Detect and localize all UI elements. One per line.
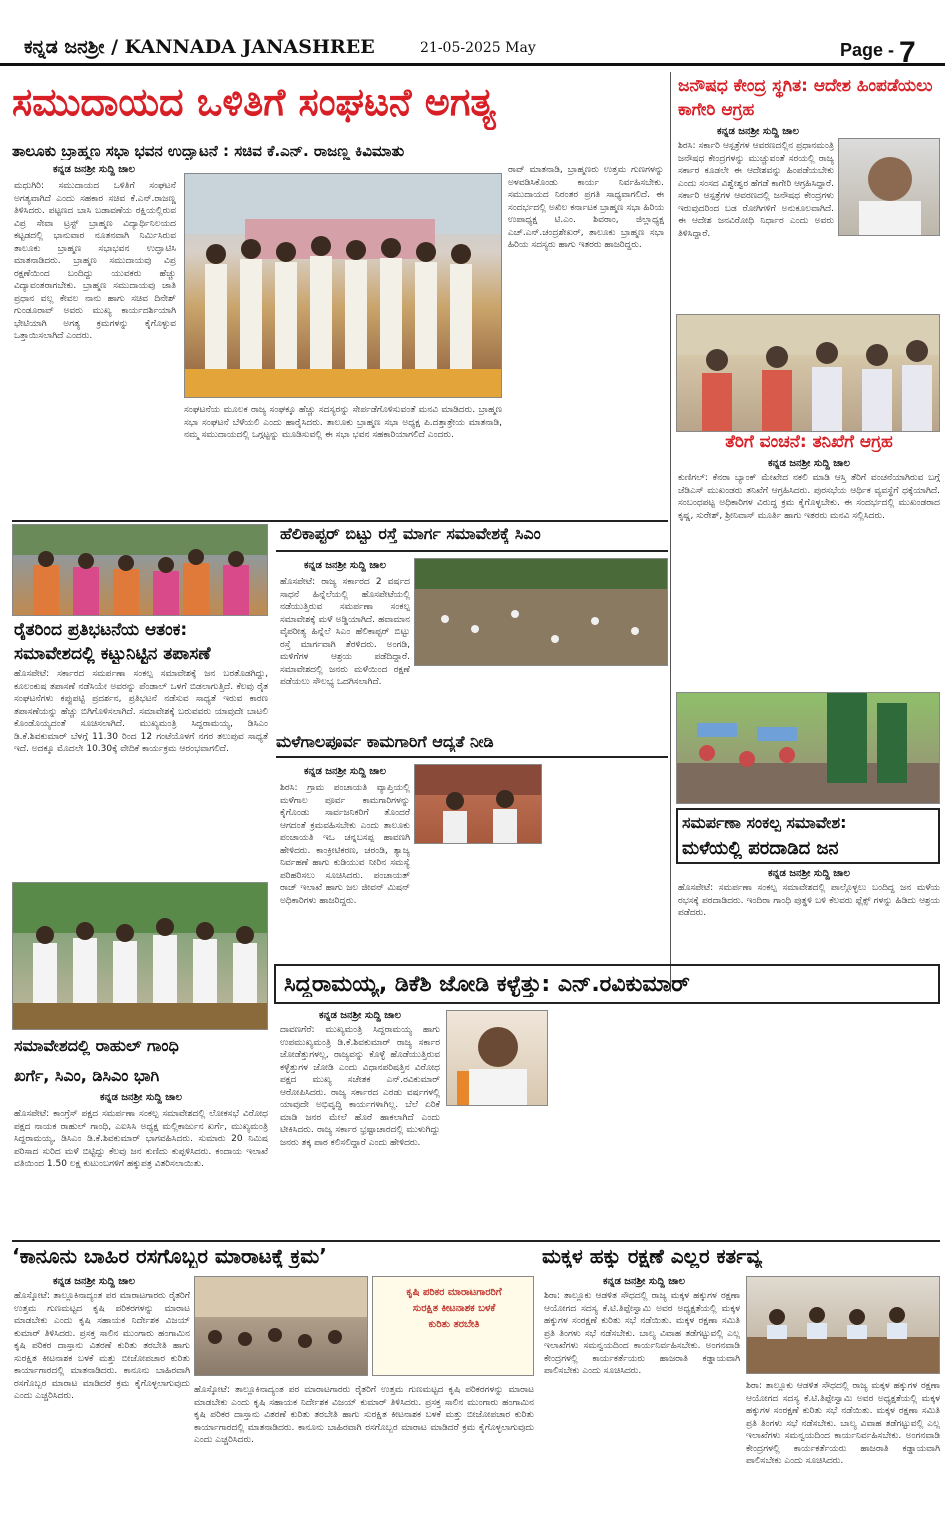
children-text-2: ಶಿರಾ: ತಾಲ್ಲೂಕು ಆಡಳಿತ ಸೌಧದಲ್ಲಿ ರಾಜ್ಯ ಮಕ್ಕಳ ಹಕ್ಕುಗಳ ರಕ್ಷಣಾ ಆಯೋಗದ ಸದಸ್ಯ ಕೆ.ಟಿ.ತಿಪ್ಪೇಸ್ವಾಮಿ ಅವರ ಅಧ್ಯಕ್ಷತೆಯಲ್ಲಿ ಮಕ್ಕಳ ಹಕ್ಕುಗಳ ಸಂರಕ್ಷಣೆ ಕುರಿತು ಸಭೆ ನಡೆಯಿತು. ಮಕ್ಕಳ ರಕ್ಷಣಾ ಸಮಿತಿ ಪ್ರತಿ ತಿಂಗಳು ಸಭೆ ನಡೆಸಬೇಕು. ಬಾಲ್ಯ ವಿವಾಹ ತಡೆಗಟ್ಟುವಲ್ಲಿ ಎಲ್ಲ ಇಲಾಖೆಗಳು ಸಮನ್ವಯದಿಂದ ಕಾರ್ಯನಿರ್ವಹಿಸಬೇಕು. ಅಂಗನವಾಡಿ ಕೇಂದ್ರಗಳಲ್ಲಿ ಕಾರ್ಯಕರ್ತೆಯರು ಹಾಜರಾತಿ ಕಡ್ಡಾಯವಾಗಿ ಪಾಲಿಸಬೇಕು ಎಂದು ಸೂಚಿಸಿದರು. — [746, 1381, 940, 1466]
page-number: 7 — [899, 36, 916, 69]
monsoon-byline: ಕನ್ನಡ ಜನಶ್ರೀ ಸುದ್ದಿ ಜಾಲ — [304, 766, 386, 777]
children-headline: ಮಕ್ಕಳ ಹಕ್ಕು ರಕ್ಷಣೆ ಎಲ್ಲರ ಕರ್ತವ್ಯ — [542, 1244, 763, 1268]
siddaramaiah-headline-box — [274, 964, 940, 1004]
children-byline: ಕನ್ನಡ ಜನಶ್ರೀ ಸುದ್ದಿ ಜಾಲ — [603, 1276, 685, 1287]
janaushadhi-text: ಶಿರಸಿ: ಸರ್ಕಾರಿ ಆಸ್ಪತ್ರೆಗಳ ಆವರಣದಲ್ಲಿನ ಪ್ರಧಾನಮಂತ್ರಿ ಜನೌಷಧ ಕೇಂದ್ರಗಳನ್ನು ಮುಚ್ಚುವಂತೆ ಸರಯಲ್ಲಿ ರಾಜ್ಯ ಸರ್ಕಾರ ಕೂಡಲೇ ಈ ಆದೇಶವನ್ನು ಹಿಂಪಡೆಯಬೇಕು ಎಂದು ಸಂಸದ ವಿಶ್ವೇಶ್ವರ ಹೆಗಡೆ ಕಾಗೇರಿ ಆಗ್ರಹಿಸಿದ್ದಾರೆ. ಸರ್ಕಾರಿ ಆಸ್ಪತ್ರೆಗಳ ಆವರಣದಲ್ಲಿ ಜನೌಷಧ ಕೇಂದ್ರಗಳು ಇರುವುದರಿಂದ ಬಡ ರೋಗಿಗಳಿಗೆ ಅನುಕೂಲವಾಗಿದೆ. ಈ ಆದೇಶ ಜನವಿರೋಧಿ ನಿರ್ಧಾರ ಎಂದು ಅವರು ತಿಳಿಸಿದ್ದಾರೆ. — [678, 141, 834, 239]
siddaramaiah-text: ದಾವಣಗೆರೆ: ಮುಖ್ಯಮಂತ್ರಿ ಸಿದ್ದರಾಮಯ್ಯ ಹಾಗು ಉಪಮುಖ್ಯಮಂತ್ರಿ ಡಿ.ಕೆ.ಶಿವಕುಮಾರ್ ರಾಜ್ಯ ಸರ್ಕಾರ ಜೋಡೆತ್ತುಗಳಲ್ಲ, ರಾಜ್ಯವನ್ನು ಕೊಳ್ಳೆ ಹೊಡೆಯುತ್ತಿರುವ ಕಳ್ಳೆತ್ತುಗಳ ಜೋಡಿ ಎಂದು ವಿಧಾನಪರಿಷತ್ತಿನ ವಿರೋಧ ಪಕ್ಷದ ಮುಖ್ಯ ಸಚೇತಕ ಎನ್.ರವಿಕುಮಾರ್ ಆರೋಪಿಸಿದರು. ರಾಜ್ಯ ಸರ್ಕಾರದ ಎರಡು ವರ್ಷಗಳಲ್ಲಿ ಯಾವುದೇ ಅಭಿವೃದ್ಧಿ ಕಾರ್ಯಗಳಾಗಿಲ್ಲ. ಬೆಲೆ ಏರಿಕೆ ಮಾಡಿ ಜನರ ಮೇಲೆ ಹೊರೆ ಹಾಕಲಾಗಿದೆ ಎಂದು ಟೀಕಿಸಿದರು. ರಾಜ್ಯ ಸರ್ಕಾರ ಭ್ರಷ್ಟಾಚಾರದಲ್ಲಿ ಮುಳುಗಿದ್ದು ಜನರು ತಕ್ಕ ಪಾಠ ಕಲಿಸಲಿದ್ದಾರೆ ಎಂದು ಹೇಳಿದರು. — [280, 1025, 440, 1148]
officials-table-image — [747, 1277, 940, 1374]
siddaramaiah-byline: ಕನ್ನಡ ಜನಶ್ರೀ ಸುದ್ದಿ ಜಾಲ — [319, 1010, 401, 1021]
lead-col-3: ಸಂಘಟನೆಯ ಮೂಲಕ ರಾಜ್ಯ ಸಂಘಕ್ಕೂ ಹೆಚ್ಚು ಸದಸ್ಯರನ್ನು ಸೇರ್ಪಡೆಗೊಳಿಸುವಂತೆ ಮನವಿ ಮಾಡಿದರು. ಬ್ರಾಹ್ಮಣ ಸಭಾ ಸಂಘಟನೆ ಬೆಳೆಯಲಿ ಎಂದು ಹಾರೈಸಿದರು. ತಾಲೂಕು ಬ್ರಾಹ್ಮಣ ಸಭಾ ಅಧ್ಯಕ್ಷ ಪಿ.ದತ್ತಾತ್ರೇಯ ಮಾತನಾಡಿ, ನಮ್ಮ ಸಮುದಾಯದಲ್ಲಿ ಒಗ್ಗಟ್ಟನ್ನು ಮೂಡಿಸುವಲ್ಲಿ ಈ ಸಭಾ ಭವನ ಸಹಕಾರಿಯಾಗಲಿದೆ ಎಂದರು. — [184, 405, 502, 440]
portrait-image — [447, 1011, 548, 1106]
janaushadhi-headline: ಜನೌಷಧ ಕೇಂದ್ರ ಸ್ಥಗಿತ: ಆದೇಶ ಹಿಂಪಡೆಯಲು ಕಾಗೇರಿ ಆಗ್ರಹ — [678, 76, 933, 120]
page-label: Page - — [840, 40, 895, 60]
tax-fraud-photo — [676, 314, 940, 432]
training-hall-image — [195, 1277, 368, 1376]
kageri-photo — [838, 138, 940, 236]
crowd-in-rain-image — [677, 693, 940, 804]
ravikumar-photo — [446, 1010, 548, 1106]
monsoon-meeting-photo — [414, 764, 542, 844]
helicopter-crowd-photo — [414, 558, 668, 666]
samarpana-text: ಹೊಸಪೇಟೆ: ಸಮರ್ಪಣಾ ಸಂಕಲ್ಪ ಸಮಾವೇಶದಲ್ಲಿ ಪಾಲ್ಗೊಳ್ಳಲು ಬಂದಿದ್ದ ಜನ ಮಳೆಯ ರಭಸಕ್ಕೆ ಪರದಾಡಿದರು. ಇಂದಿರಾ ಗಾಂಧಿ ಪುತ್ಥಳಿ ಬಳಿ ಕೆಲವರು ಫ್ಲೆಕ್ಸ್ ಗಳನ್ನು ಹಿಡಿದು ಆಶ್ರಯ ಪಡೆದರು. — [678, 883, 940, 918]
children-meeting-photo — [746, 1276, 940, 1374]
bottom-rule — [12, 1240, 940, 1242]
monsoon-text: ಶಿರಸಿ: ಗ್ರಾಮ ಪಂಚಾಯತಿ ವ್ಯಾಪ್ತಿಯಲ್ಲಿ ಮಳೆಗಾಲ ಪೂರ್ವ ಕಾಮಗಾರಿಗಳನ್ನು ಕೈಗೊಂಡು ಸಾರ್ವಜನಿಕರಿಗೆ ತೊಂದರೆ ಆಗದಂತೆ ಕ್ರಮವಹಿಸಬೇಕು ಎಂದು ತಾಲೂಕು ಪಂಚಾಯತಿ ಇಒ ಚನ್ನಬಸಪ್ಪ ಹಾವಣಗಿ ಹೇಳಿದರು. ಕಾಂಕ್ರೀಟಿಕರಣ, ಚರಂಡಿ, ತ್ಯಾಜ್ಯ ನಿರ್ವಹಣೆ ಹಾಗು ಕುಡಿಯುವ ನೀರಿನ ಸಮಸ್ಯೆ ಪರಿಹರಿಸಲು ಸೂಚಿಸಿದರು. ಪಂಚಾಯತ್ ರಾಜ್ ಇಲಾಖೆ ಹಾಗು ಜಲ ಜೀವನ್ ಮಿಷನ್ ಅಧಿಕಾರಿಗಳು ಹಾಜರಿದ್ದರು. — [280, 783, 410, 906]
children-text: ಶಿರಾ: ತಾಲ್ಲೂಕು ಆಡಳಿತ ಸೌಧದಲ್ಲಿ ರಾಜ್ಯ ಮಕ್ಕಳ ಹಕ್ಕುಗಳ ರಕ್ಷಣಾ ಆಯೋಗದ ಸದಸ್ಯ ಕೆ.ಟಿ.ತಿಪ್ಪೇಸ್ವಾಮಿ ಅವರ ಅಧ್ಯಕ್ಷತೆಯಲ್ಲಿ ಮಕ್ಕಳ ಹಕ್ಕುಗಳ ಸಂರಕ್ಷಣೆ ಕುರಿತು ಸಭೆ ನಡೆಯಿತು. ಮಕ್ಕಳ ರಕ್ಷಣಾ ಸಮಿತಿ ಪ್ರತಿ ತಿಂಗಳು ಸಭೆ ನಡೆಸಬೇಕು. ಬಾಲ್ಯ ವಿವಾಹ ತಡೆಗಟ್ಟುವಲ್ಲಿ ಎಲ್ಲ ಇಲಾಖೆಗಳು ಸಮನ್ವಯದಿಂದ ಕಾರ್ಯನಿರ್ವಹಿಸಬೇಕು. ಅಂಗನವಾಡಿ ಕೇಂದ್ರಗಳಲ್ಲಿ ಕಾರ್ಯಕರ್ತೆಯರು ಹಾಜರಾತಿ ಕಡ್ಡಾಯವಾಗಿ ಪಾಲಿಸಬೇಕು ಎಂದು ಸೂಚಿಸಿದರು. — [544, 1291, 740, 1376]
rahul-headline-2: ಖರ್ಗೆ, ಸಿಎಂ, ಡಿಸಿಎಂ ಭಾಗಿ — [14, 1066, 160, 1085]
ceremony-people-image — [185, 174, 502, 398]
rahul-headline-1: ಸಮಾವೇಶದಲ್ಲಿ ರಾಹುಲ್ ಗಾಂಧಿ — [14, 1036, 179, 1055]
protest-checking-photo — [12, 524, 268, 616]
portrait-image — [839, 139, 940, 236]
banner-line-3: ಕುರಿತು ತರಬೇತಿ — [428, 1319, 480, 1330]
officials-meeting-image — [415, 765, 542, 844]
lead-subhead: ತಾಲೂಕು ಬ್ರಾಹ್ಮಣ ಸಭಾ ಭವನ ಉದ್ಘಾಟನೆ : ಸಚಿವ ಕೆ.ಎನ್. ರಾಜಣ್ಣ ಕಿವಿಮಾತು — [12, 142, 405, 160]
crowd-field-image — [415, 559, 668, 666]
brahmana-sabha-photo — [184, 173, 502, 398]
fertilizer-text: ಹೊಸ್ಕೋಟೆ: ತಾಲ್ಲೂಕಿನಾದ್ಯಂತ ಪರ ಮಾರಾಟಗಾರರು ರೈತರಿಗೆ ಉತ್ತಮ ಗುಣಮಟ್ಟದ ಕೃಷಿ ಪರಿಕರಗಳನ್ನು ಮಾರಾಟ ಮಾಡಬೇಕು ಎಂದು ಕೃಷಿ ಸಹಾಯಕ ನಿರ್ದೇಶಕ ವಿಜಯ್ ಕುಮಾರ್ ತಿಳಿಸಿದರು. ಪ್ರಸಕ್ತ ಸಾಲಿನ ಮುಂಗಾರು ಹಂಗಾಮಿನ ಕೃಷಿ ಪರಿಕರ ದಾಸ್ತಾನು ವಿತರಣೆ ಕುರಿತು ತರಬೇತಿ ಹಾಗು ಸುರಕ್ಷಿತ ಕೀಟನಾಶಕ ಬಳಕೆ ಮತ್ತು ಬೀಜೋಪಚಾರ ಕುರಿತು ಕಾರ್ಯಾಗಾರದಲ್ಲಿ ಮಾತನಾಡಿದರು. ಕಾನೂನು ಬಾಹಿರವಾಗಿ ರಸಗೊಬ್ಬರ ಮಾರಾಟ ಮಾಡಿದರೆ ಕ್ರಮ ಕೈಗೊಳ್ಳಲಾಗುವುದು ಎಂದು ಎಚ್ಚರಿಸಿದರು. — [14, 1291, 190, 1401]
tax-fraud-text: ಕುಣಿಗಲ್: ಕೆನರಾ ಬ್ಯಾಂಕ್ ಮೇಖೇದ ನಕಲಿ ಮಾಡಿ ಆಸ್ತಿ ತೆರಿಗೆ ವಂಚನೆಯಾಗಿರುವ ಬಗ್ಗೆ ಜೆಡಿಎಸ್ ಮುಖಂಡರು ತನಿಖೆಗೆ ಆಗ್ರಹಿಸಿದರು. ಪುರಸಭೆಯ ಆರ್ಥಿಕ ವ್ಯವಸ್ಥೆಗೆ ಧಕ್ಕೆಯಾಗಿದೆ. ಸಂಬಂಧಪಟ್ಟ ಅಧಿಕಾರಿಗಳ ವಿರುದ್ಧ ಕ್ರಮ ಕೈಗೊಳ್ಳಬೇಕು. ಈ ಸಂದರ್ಭದಲ್ಲಿ ಮುಖಂಡರಾದ ಕೃಷ್ಣ, ಸುರೇಶ್, ಶ್ರೀನಿವಾಸ್ ಮೂರ್ತಿ ಹಾಗು ಇತರರು ಮನವಿ ಸಲ್ಲಿಸಿದರು. — [678, 473, 940, 521]
issue-date: 21-05-2025 May — [420, 40, 536, 56]
samarpana-headline-box — [676, 808, 940, 864]
samarpana-headline-1: ಸಮರ್ಪಣಾ ಸಂಕಲ್ಪ ಸಮಾವೇಶ: — [682, 813, 847, 832]
banner-line-1: ಕೃಷಿ ಪರಿಕರ ಮಾರಾಟಗಾರರಿಗೆ — [406, 1287, 502, 1298]
helicopter-byline: ಕನ್ನಡ ಜನಶ್ರೀ ಸುದ್ದಿ ಜಾಲ — [304, 560, 386, 571]
lead-byline: ಕನ್ನಡ ಜನಶ್ರೀ ಸುದ್ದಿ ಜಾಲ — [53, 164, 135, 175]
section-rule — [12, 520, 668, 522]
tax-fraud-byline: ಕನ್ನಡ ಜನಶ್ರೀ ಸುದ್ದಿ ಜಾಲ — [768, 458, 850, 469]
banner-line-2: ಸುರಕ್ಷಿತ ಕೀಟನಾಶಕ ಬಳಕೆ — [412, 1303, 496, 1314]
samarpana-byline: ಕನ್ನಡ ಜನಶ್ರೀ ಸುದ್ದಿ ಜಾಲ — [768, 868, 850, 879]
lead-col-1: ಮಧುಗಿರಿ: ಸಮುದಾಯದ ಒಳಿತಿಗೆ ಸಂಘಟನೆ ಅಗತ್ಯವಾಗಿದೆ ಎಂದು ಸಹಕಾರ ಸಚಿವ ಕೆ.ಎನ್.ರಾಜಣ್ಣ ತಿಳಿಸಿದರು. ಪಟ್ಟಣದ ಬಾಸಿ ಬಡಾವಣೆಯ ರಕ್ಷಿಯಲ್ಲಿರುವ ವಿಪ್ರ ಸೇವಾ ಟ್ರಸ್ಟ್ ಬ್ರಾಹ್ಮಣ ವಿದ್ಯಾರ್ಥಿನಿಲಯದ ಕಟ್ಟಡದಲ್ಲಿ ಭಾನುವಾರ ನೂತನವಾಗಿ ನಿರ್ಮಿಸಿರುವ ತಾಲೂಕು ಬ್ರಾಹ್ಮಣ ಸಭಾಭವನ ಉದ್ಘಾಟಿಸಿ ಮಾತನಾಡಿದರು. ಬ್ರಾಹ್ಮಣ ಸಮುದಾಯವು ವಿಪ್ರ ರಕ್ಷಣೆಯಿಂದ ಬಂದಿದ್ದು ಯುವಕರು ಹೆಚ್ಚು ವಿದ್ಯಾವಂತರಾಗಬೇಕು. ಬ್ರಾಹ್ಮಣ ಸಮುದಾಯವು ಜಾತಿ ಪ್ರಧಾನ ವಲ್ಲ ಕೇವಲ ನಾನು ಹಾಗು ಸಚಿವ ದಿನೇಶ್ ಗುಂಡೂರಾವ್ ಅವರು ಮುಖ್ಯ ಕಾರ್ಯದರ್ಶಿಯಾಗಿ ಭೇಟಿಯಾಗಿ ಅಗತ್ಯ ಕ್ರಮಗಳನ್ನು ಕೈಗೊಳ್ಳುವ ಒತ್ತಾಯಿಸಲಾಗಿದೆ ಎಂದರು. — [14, 181, 176, 341]
farmers-text: ಹೊಸಪೇಟೆ: ಸರ್ಕಾರದ ಸಮರ್ಪಣಾ ಸಂಕಲ್ಪ ಸಮಾವೇಶಕ್ಕೆ ಜನ ಬರತೊಡಗಿದ್ದು, ಕೂಲಂಕುಷ ತಪಾಸಣೆ ನಡೆಸಿಯೇ ಅವರನ್ನು ಪೆಂಡಾಲ್ ಒಳಗೆ ಬಿಡಲಾಗುತ್ತಿದೆ. ಕೆಲವು ರೈತ ಸಂಘಟನೆಗಳು ಕಪ್ಪುಪಟ್ಟಿ ಪ್ರದರ್ಶನ, ಪ್ರತಿಭಟನೆ ನಡೆಸುವ ಸಾಧ್ಯತೆ ಇರುವ ಕಾರಣ ತಪಾಸಣೆಯನ್ನು ಹೆಚ್ಚು ಬಿಗಿಗೊಳಿಸಲಾಗಿದೆ. ಸಮಾವೇಶಕ್ಕೆ ಬರುವವರು ಯಾವುದೇ ಬಾಟಲಿ ಕೊಂಡೊಯ್ಯದಂತೆ ಸೂಚಿಸಲಾಗಿದೆ. ಮುಖ್ಯಮಂತ್ರಿ ಸಿದ್ದರಾಮಯ್ಯ, ಡಿಸಿಎಂ ಡಿ.ಕೆ.ಶಿವಕುಮಾರ್ ಬೆಳಗ್ಗೆ 11.30 ರಿಂದ 12 ಗಂಟೆಯೊಳಗೆ ನಗರ ತಲುಪುವ ಸಾಧ್ಯತೆ ಇದೆ. ಅದಕ್ಕೂ ಮೊದಲೇ 10.30ಕ್ಕೆ ವೇದಿಕೆ ಕಾರ್ಯಕ್ರಮ ಆರಂಭವಾಗಲಿದೆ. — [14, 669, 268, 754]
rahul-stage-photo — [12, 882, 268, 1030]
helicopter-headline-box — [276, 524, 668, 546]
rahul-text: ಹೊಸಪೇಟೆ: ಕಾಂಗ್ರೆಸ್ ಪಕ್ಷದ ಸಮರ್ಪಣಾ ಸಂಕಲ್ಪ ಸಮಾವೇಶದಲ್ಲಿ ಲೋಕಸಭೆ ವಿರೋಧ ಪಕ್ಷದ ನಾಯಕ ರಾಹುಲ್ ಗಾಂಧಿ, ಎಐಸಿಸಿ ಅಧ್ಯಕ್ಷ ಮಲ್ಲಿಕಾರ್ಜುನ ಖರ್ಗೆ, ಮುಖ್ಯಮಂತ್ರಿ ಸಿದ್ದರಾಮಯ್ಯ, ಡಿಸಿಎಂ ಡಿ.ಕೆ.ಶಿವಕುಮಾರ್ ಭಾಗವಹಿಸಿದರು. ಸುಮಾರು 20 ನಿಮಿಷ ಪರಿಸಾದ ಸುರಿದ ಮಳೆ ಬಿಟ್ಟಿದ್ದು ಕೆಲವು ಜನ ಕುಣಿದು ಕುಪ್ಪಳಿಸಿದರು. ಕಂದಾಯ ಇಲಾಖೆ ವತಿಯಿಂದ 1.50 ಲಕ್ಷ ಕುಟುಂಬಗಳಿಗೆ ಹಕ್ಕುಪತ್ರ ವಿತರಿಸಲಾಯಿತು. — [14, 1109, 268, 1169]
janaushadhi-byline: ಕನ್ನಡ ಜನಶ್ರೀ ಸುದ್ದಿ ಜಾಲ — [717, 126, 799, 137]
rain-convention-photo — [676, 692, 940, 804]
fertilizer-text-2: ಹೊಸ್ಕೋಟೆ: ತಾಲ್ಲೂಕಿನಾದ್ಯಂತ ಪರ ಮಾರಾಟಗಾರರು ರೈತರಿಗೆ ಉತ್ತಮ ಗುಣಮಟ್ಟದ ಕೃಷಿ ಪರಿಕರಗಳನ್ನು ಮಾರಾಟ ಮಾಡಬೇಕು ಎಂದು ಕೃಷಿ ಸಹಾಯಕ ನಿರ್ದೇಶಕ ವಿಜಯ್ ಕುಮಾರ್ ತಿಳಿಸಿದರು. ಪ್ರಸಕ್ತ ಸಾಲಿನ ಮುಂಗಾರು ಹಂಗಾಮಿನ ಕೃಷಿ ಪರಿಕರ ದಾಸ್ತಾನು ವಿತರಣೆ ಕುರಿತು ತರಬೇತಿ ಹಾಗು ಸುರಕ್ಷಿತ ಕೀಟನಾಶಕ ಬಳಕೆ ಮತ್ತು ಬೀಜೋಪಚಾರ ಕುರಿತು ಕಾರ್ಯಾಗಾರದಲ್ಲಿ ಮಾತನಾಡಿದರು. ಕಾನೂನು ಬಾಹಿರವಾಗಿ ರಸಗೊಬ್ಬರ ಮಾರಾಟ ಮಾಡಿದರೆ ಕ್ರಮ ಕೈಗೊಳ್ಳಲಾಗುವುದು ಎಂದು ಎಚ್ಚರಿಸಿದರು. — [194, 1385, 534, 1445]
farmers-headline-2: ಸಮಾವೇಶದಲ್ಲಿ ಕಟ್ಟುನಿಟ್ಟಿನ ತಪಾಸಣೆ — [14, 644, 211, 664]
fertilizer-headline: ‘ಕಾನೂನು ಬಾಹಿರ ರಸಗೊಬ್ಬರ ಮಾರಾಟಕ್ಕೆ ಕ್ರಮ’ — [12, 1244, 327, 1268]
helicopter-headline: ಹೆಲಿಕಾಪ್ಟರ್ ಬಿಟ್ಟು ರಸ್ತೆ ಮಾರ್ಗ ಸಮಾವೇಶಕ್ಕೆ ಸಿಎಂ — [280, 524, 541, 543]
fertilizer-training-photo — [194, 1276, 368, 1376]
siddaramaiah-headline: ಸಿದ್ದರಾಮಯ್ಯ, ಡಿಕೆಶಿ ಜೋಡಿ ಕಳ್ಳೆತ್ತು: ಎನ್.ರವಿಕುಮಾರ್ — [284, 972, 690, 997]
newspaper-title: ಕನ್ನಡ ಜನಶ್ರೀ / KANNADA JANASHREE — [24, 36, 375, 58]
helicopter-text: ಹೊಸಪೇಟೆ: ರಾಜ್ಯ ಸರ್ಕಾರದ 2 ವರ್ಷದ ಸಾಧನೆ ಹಿನ್ನೆಲೆಯಲ್ಲಿ ಹೊಸಪೇಟೆಯಲ್ಲಿ ನಡೆಯುತ್ತಿರುವ ಸಮರ್ಪಣಾ ಸಂಕಲ್ಪ ಸಮಾವೇಶಕ್ಕೆ ಮಳೆ ಅಡ್ಡಿಯಾಗಿದೆ. ಹವಾಮಾನ ವೈಪರೀತ್ಯ ಹಿನ್ನೆಲೆ ಸಿಎಂ ಹೆಲಿಕಾಪ್ಟರ್ ಬಿಟ್ಟು ರಸ್ತೆ ಮಾರ್ಗವಾಗಿ ತೆರಳಿದರು. ಅಂಗಡಿ, ಮಳಿಗೆಗಳ ಆಶ್ರಯ ಪಡೆದಿದ್ದಾರೆ. ಸಮಾವೇಶದಲ್ಲಿ ಜನರು ಮಳೆಯಿಂದ ರಕ್ಷಣೆ ಪಡೆಯಲು ಸೌಲಭ್ಯ ಒದಗಿಸಲಾಗಿದೆ. — [280, 577, 410, 687]
lead-headline: ಸಮುದಾಯದ ಒಳಿತಿಗೆ ಸಂಘಟನೆ ಅಗತ್ಯ — [12, 80, 496, 124]
women-crowd-image — [13, 525, 268, 616]
masthead — [0, 0, 945, 69]
monsoon-rule — [276, 756, 668, 758]
samarpana-headline-2: ಮಳೆಯಲ್ಲಿ ಪರದಾಡಿದ ಜನ — [682, 838, 839, 859]
leaders-on-stage-image — [13, 883, 268, 1030]
fertilizer-banner-photo — [372, 1276, 534, 1376]
farmers-headline-1: ರೈತರಿಂದ ಪ್ರತಿಭಟನೆಯ ಆತಂಕ: — [14, 620, 188, 640]
tax-fraud-headline: ತೆರಿಗೆ ವಂಚನೆ: ತನಿಖೆಗೆ ಆಗ್ರಹ — [725, 432, 893, 452]
memorandum-people-image — [677, 315, 940, 432]
monsoon-headline: ಮಳೆಗಾಲಪೂರ್ವ ಕಾಮಗಾರಿಗೆ ಆದ್ಯತೆ ನೀಡಿ — [276, 732, 494, 751]
fertilizer-byline: ಕನ್ನಡ ಜನಶ್ರೀ ಸುದ್ದಿ ಜಾಲ — [53, 1276, 135, 1287]
helicopter-rule — [276, 550, 668, 552]
page-indicator — [840, 36, 916, 70]
column-divider — [670, 72, 671, 992]
banner-text — [379, 1285, 529, 1333]
rahul-byline: ಕನ್ನಡ ಜನಶ್ರೀ ಸುದ್ದಿ ಜಾಲ — [100, 1092, 182, 1103]
lead-col-2: ರಾವ್ ಮಾತನಾಡಿ, ಬ್ರಾಹ್ಮಣರು ಉತ್ತಮ ಗುಣಗಳನ್ನು ಅಳವಡಿಸಿಕೊಂಡು ಕಾರ್ಯ ನಿರ್ವಹಿಸಬೇಕು. ಸಮುದಾಯದ ನಿರಂತರ ಪ್ರಗತಿ ಸಾಧ್ಯವಾಗಲಿದೆ. ಈ ಸಂದರ್ಭದಲ್ಲಿ ಅಖಿಲ ಕರ್ನಾಟಕ ಬ್ರಾಹ್ಮಣ ಸಭಾ ಹಿರಿಯ ಉಪಾಧ್ಯಕ್ಷ ಟಿ.ಎಂ. ಶಿವರಾಂ, ಜಿಲ್ಲಾಧ್ಯಕ್ಷ ಎಚ್.ಎನ್.ಚಂದ್ರಶೇಖರ್, ತಾಲೂಕು ಬ್ರಾಹ್ಮಣ ಸಭಾ ಹಿರಿಯ ಸದಸ್ಯರು ಹಾಗು ಇತರರು ಹಾಜರಿದ್ದರು. — [508, 165, 664, 250]
